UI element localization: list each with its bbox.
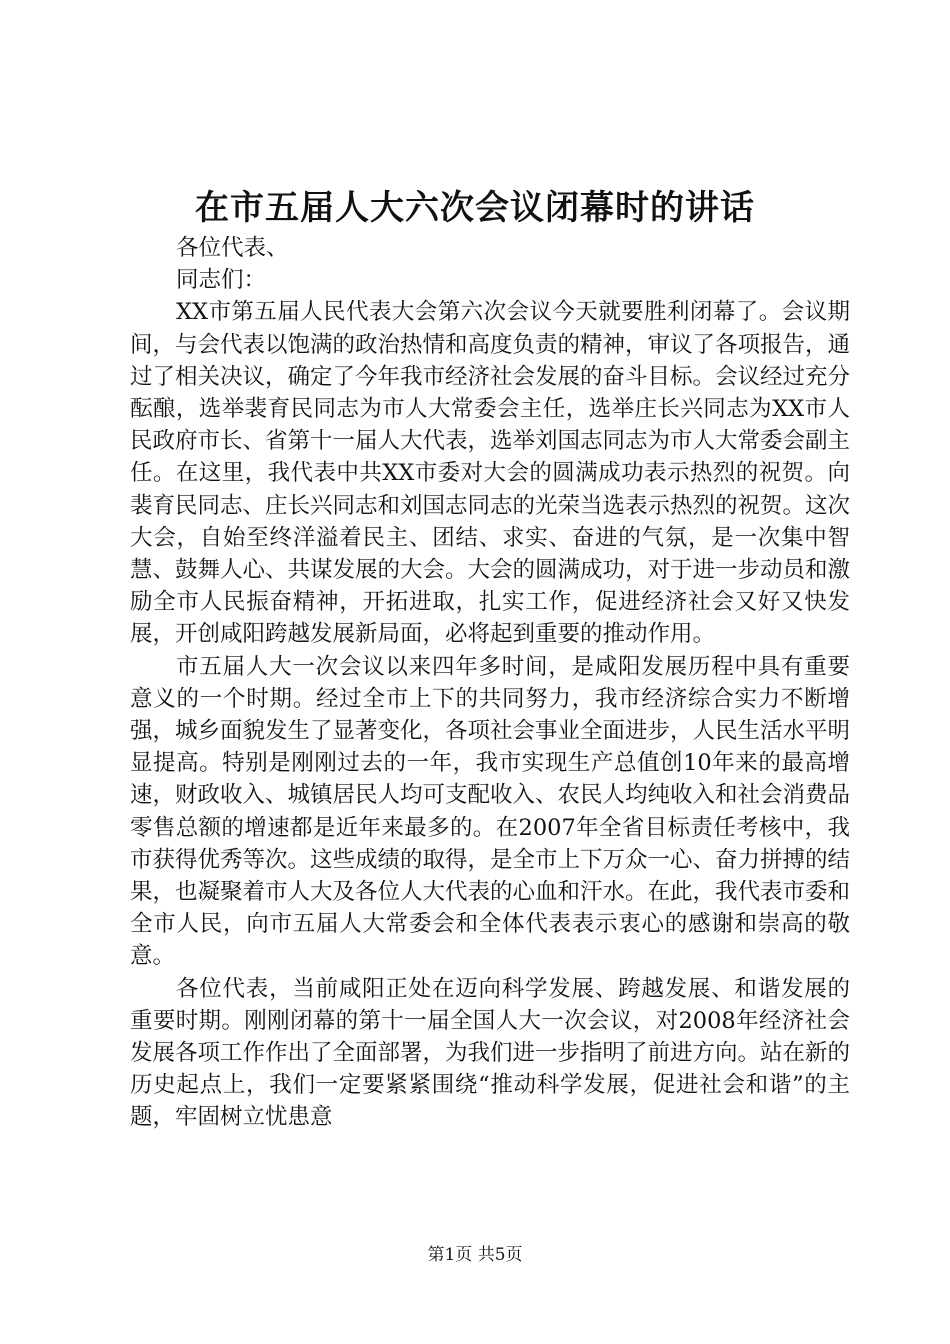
document-title: 在市五届人大六次会议闭幕时的讲话 [195,188,755,228]
body-paragraph-1: XX市第五届人民代表大会第六次会议今天就要胜利闭幕了。会议期间，与会代表以饱满的政治热情和高度负责的精神，审议了各项报告，通过了相关决议，确定了今年我市经济社会发展的奋斗目标。会议经过充分酝酿，选举裴育民同志为市人大常委会主任，选举庄长兴同志为XX市人民政府市长、省第十一届人大代表，选举刘国志同志为市人大常委会副主任。在这里，我代表中共XX市委对大会的圆满成功表示热烈的祝贺。向裴育民同志、庄长兴同志和刘国志同志的光荣当选表示热烈的祝贺。这次大会，自始至终洋溢着民主、团结、求实、奋进的气氛，是一次集中智慧、鼓舞人心、共谋发展的大会。大会的圆满成功，对于进一步动员和激励全市人民振奋精神，开拓进取，扎实工作，促进经济社会又好又快发展，开创咸阳跨越发展新局面，必将起到重要的推动作用。 [130,299,851,648]
body-paragraph-2: 市五届人大一次会议以来四年多时间，是咸阳发展历程中具有重要意义的一个时期。经过全市上下的共同努力，我市经济综合实力不断增强，城乡面貌发生了显著变化，各项社会事业全面进步，人民生活水平明显提高。特别是刚刚过去的一年，我市实现生产总值创10年来的最高增速，财政收入、城镇居民人均可支配收入、农民人均纯收入和社会消费品零售总额的增速都是近年来最多的。在2007年全省目标责任考核中，我市获得优秀等次。这些成绩的取得，是全市上下万众一心、奋力拼搏的结果，也凝聚着市人大及各位人大代表的心血和汗水。在此，我代表市委和全市人民，向市五届人大常委会和全体代表表示衷心的感谢和崇高的敬意。 [130,653,851,970]
body-paragraph-3: 各位代表，当前咸阳正处在迈向科学发展、跨越发展、和谐发展的重要时期。刚刚闭幕的第十一届全国人大一次会议，对2008年经济社会发展各项工作作出了全面部署，为我们进一步指明了前进方向。站在新的历史起点上，我们一定要紧紧围绕“推动科学发展，促进社会和谐”的主题，牢固树立忧患意 [130,975,851,1131]
salutation-line-1: 各位代表、 [176,235,289,261]
document-body [130,232,850,1134]
page-number-footer: 第1页 共5页 [427,1245,523,1265]
salutation-line-2: 同志们： [176,267,267,294]
